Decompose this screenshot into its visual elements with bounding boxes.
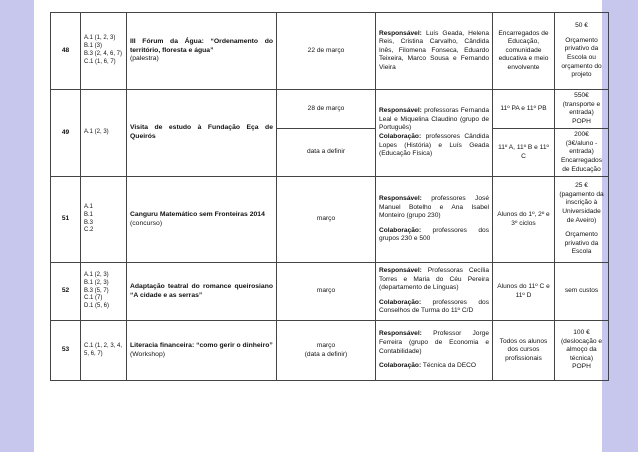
objective-codes: C.1 (1, 2, 3, 4, 5, 6, 7) — [81, 321, 127, 381]
activity-date: março — [277, 263, 376, 321]
responsible-cell: Responsável: professores José Manuel Botelho e Ana Isabel Monteiro (grupo 230) Colaboração: professores dos grupos 230 e 500 — [376, 177, 493, 263]
objective-codes: A.1 B.1 B.3 C.2 — [81, 177, 127, 263]
activity-date: março (data a definir) — [277, 321, 376, 381]
audience-cell: Encarregados de Educação, comunidade educativa e meio envolvente — [493, 13, 555, 90]
audience-cell: Alunos do 1º, 2º e 3º ciclos — [493, 177, 555, 263]
responsible-cell: Responsável: Professoras Cecília Torres e Maria do Céu Pereira (departamento de Línguas) Colaboração: professores dos Conselhos de Turma do 11º C/D — [376, 263, 493, 321]
activity-title: Visita de estudo à Fundação Eça de Queirós — [127, 90, 277, 177]
table-row — [51, 177, 609, 263]
objective-codes: A.1 (2, 3) — [81, 90, 127, 177]
activity-date: 22 de março — [277, 13, 376, 90]
activity-type: (palestra) — [130, 55, 159, 63]
table-row — [51, 321, 609, 381]
activities-table — [50, 12, 609, 381]
table-row — [51, 90, 609, 129]
cost-cell: 100 € (deslocação e almoço da técnica) POPH — [555, 321, 609, 381]
audience-cell: Alunos do 11º C e 11º D — [493, 263, 555, 321]
responsible-cell: Responsável: Luís Geada, Helena Reis, Cristina Carvalho, Cândida Inês, Filomena Fonseca, Eduardo Teixeira, Marco Sousa e Fernando Vieira — [376, 13, 493, 90]
activity-date: março — [277, 177, 376, 263]
activity-date: data a definir — [277, 129, 376, 177]
objective-codes: A.1 (2, 3) B.1 (2, 3) B.3 (5, 7) C.1 (7) D.1 (5, 6) — [81, 263, 127, 321]
activity-title: Canguru Matemático sem Fronteiras 2014 (concurso) — [127, 177, 277, 263]
activity-number: 51 — [51, 177, 81, 263]
table-row — [51, 13, 609, 90]
cost-cell: 50 € Orçamento privativo da Escola ou orçamento do projeto — [555, 13, 609, 90]
activity-number: 53 — [51, 321, 81, 381]
cost-cell: 200€ (3€/aluno - entrada) Encarregados de Educação — [555, 129, 609, 177]
audience-cell: Todos os alunos dos cursos profissionais — [493, 321, 555, 381]
activity-number: 48 — [51, 13, 81, 90]
activity-title: Adaptação teatral do romance queirosiano “A cidade e as serras” — [127, 263, 277, 321]
cost-cell: 550€ (transporte e entrada) POPH — [555, 90, 609, 129]
activity-date: 28 de março — [277, 90, 376, 129]
table-row — [51, 263, 609, 321]
activity-type: (concurso) — [130, 219, 163, 227]
audience-cell: 11º PA e 11º PB — [493, 90, 555, 129]
objective-codes: A.1 (1, 2, 3) B.1 (3) B.3 (2, 4, 6, 7) C.1 (1, 6, 7) — [81, 13, 127, 90]
responsible-cell: Responsável: Professor Jorge Ferreira (grupo de Economia e Contabilidade) Colaboração: Técnica da DECO — [376, 321, 493, 381]
activity-number: 52 — [51, 263, 81, 321]
audience-cell: 11º A, 11º B e 11º C — [493, 129, 555, 177]
activity-title: III Fórum da Água: “Ordenamento do território, floresta e água” (palestra) — [127, 13, 277, 90]
activity-number: 49 — [51, 90, 81, 177]
cost-cell: sem custos — [555, 263, 609, 321]
responsible-cell: Responsável: professoras Fernanda Leal e Miquelina Claudino (grupo de Português) Colaboração: professores Cândida Lopes (História) e Luís Geada (Educação Física) — [376, 90, 493, 177]
activity-type: (Workshop) — [130, 350, 165, 358]
document-page — [34, 0, 602, 452]
cost-cell: 25 € (pagamento da inscrição à Universidade de Aveiro) Orçamento privativo da Escola — [555, 177, 609, 263]
activity-title: Literacia financeira: “como gerir o dinheiro” (Workshop) — [127, 321, 277, 381]
